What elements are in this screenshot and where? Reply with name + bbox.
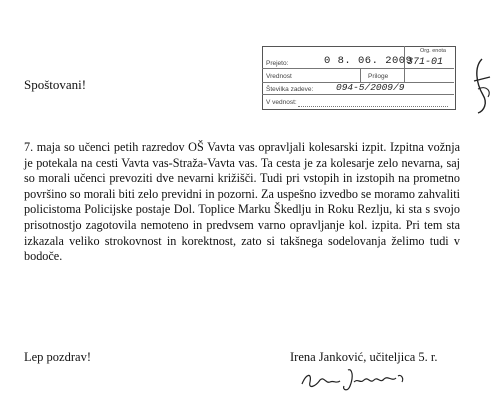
stamp-value-label: Vrednost xyxy=(266,73,292,80)
stamp-dotted-line xyxy=(298,106,448,107)
stamp-number-label: Številka zadeve: xyxy=(266,86,314,93)
letter-closing: Lep pozdrav! xyxy=(24,350,91,364)
stamp-delivered-label: V vednost: xyxy=(266,99,297,106)
stamp-row-line xyxy=(262,94,454,95)
letter-body: 7. maja so učenci petih razredov OŠ Vavta vas opravljali kolesarski izpit. Izpitna vožnja je potekala na cesti Vavta vas-Straža-Vavta vas. Ta cesta je za kolesarje zelo nevarna, saj so morali učenci prevoziti dve nevarni križišči. Tudi pri vstopih in izstopih na prometno površino so morali biti zelo previdni in pozorni. Za uspešno izvedbo se moramo zahvaliti policistoma Policijske postaje Dol. Toplice Marku Škedlju in Roku Rezlju, ki sta s svojo prisotnostjo zagotovila nemoteno in predvsem varno opravljanje kol. izpita. Pri tem sta izkazala veliko strokovnost in korektnost, zato si takšnega sodelovanja želimo tudi v bodoče. xyxy=(24,140,460,264)
stamp-attachments-label: Priloge xyxy=(368,73,389,80)
letter-signer: Irena Janković, učiteljica 5. r. xyxy=(290,350,438,364)
stamp-org-unit-label: Org. enota xyxy=(420,48,446,54)
receipt-stamp xyxy=(262,46,456,121)
letter-greeting: Spoštovani! xyxy=(24,77,87,92)
margin-initial-mark xyxy=(468,55,496,115)
stamp-org-unit-value: 371-01 xyxy=(407,57,444,68)
stamp-received-date: 0 8. 06. 2009 xyxy=(324,55,413,67)
stamp-row-line xyxy=(262,68,454,69)
handwritten-signature xyxy=(298,364,408,394)
stamp-number-value: 094-5/2009/9 xyxy=(336,82,405,93)
stamp-divider xyxy=(360,68,361,82)
stamp-received-label: Prejeto: xyxy=(266,60,289,67)
